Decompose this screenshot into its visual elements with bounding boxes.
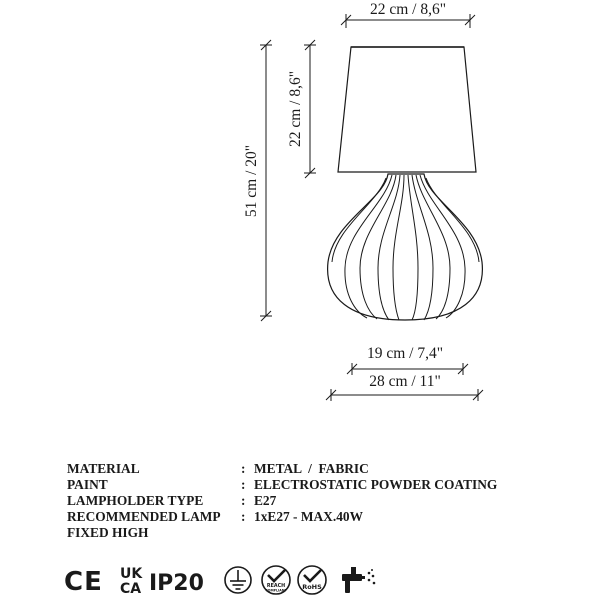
spec-label: PAINT: [67, 477, 108, 492]
spec-separator: :: [241, 477, 246, 492]
spec-value: 1xE27 - MAX.40W: [254, 509, 363, 524]
spec-label: FIXED HIGH: [67, 525, 149, 540]
ce-mark-icon: CE: [64, 567, 103, 596]
total-width-label: 28 cm / 11": [369, 373, 441, 390]
spec-value: METAL / FABRIC: [254, 461, 369, 476]
spec-table: [67, 461, 497, 541]
spec-label: LAMPHOLDER TYPE: [67, 493, 204, 508]
svg-text:COMPLIANT: COMPLIANT: [265, 588, 287, 593]
ground-symbol-icon: [225, 567, 251, 593]
spec-row-material: [67, 461, 497, 477]
shade-height-label: 22 cm / 8,6": [287, 70, 304, 148]
lamp-shade: [338, 47, 476, 172]
spec-separator: :: [241, 493, 246, 508]
ukca-mark-icon: [120, 566, 143, 596]
base-width-label: 19 cm / 7,4": [366, 345, 444, 362]
spray-gun-icon: [342, 567, 375, 593]
svg-text:UK: UK: [120, 566, 143, 582]
svg-text:REACH: REACH: [266, 584, 286, 589]
spec-row-recommended-lamp: [67, 509, 497, 525]
spec-row-paint: [67, 477, 497, 493]
svg-text:RoHS: RoHS: [302, 583, 322, 591]
shade-width-label: 22 cm / 8,6": [369, 1, 447, 18]
spec-row-fixed-high: [67, 525, 497, 541]
spec-value: E27: [254, 493, 277, 508]
spec-label: RECOMMENDED LAMP: [67, 509, 221, 524]
rohs-icon: [298, 566, 326, 594]
total-height-label: 51 cm / 20": [243, 144, 260, 218]
ip20-rating: IP20: [149, 571, 204, 596]
reach-compliant-icon: [262, 566, 290, 594]
svg-text:CA: CA: [120, 581, 142, 596]
spec-row-lampholder: [67, 493, 497, 509]
certification-icons: [62, 562, 397, 596]
spec-separator: :: [241, 461, 246, 476]
spec-separator: :: [241, 509, 246, 524]
spec-value: ELECTROSTATIC POWDER COATING: [254, 477, 498, 492]
spec-label: MATERIAL: [67, 461, 140, 476]
lamp-base-outline: [328, 174, 483, 320]
